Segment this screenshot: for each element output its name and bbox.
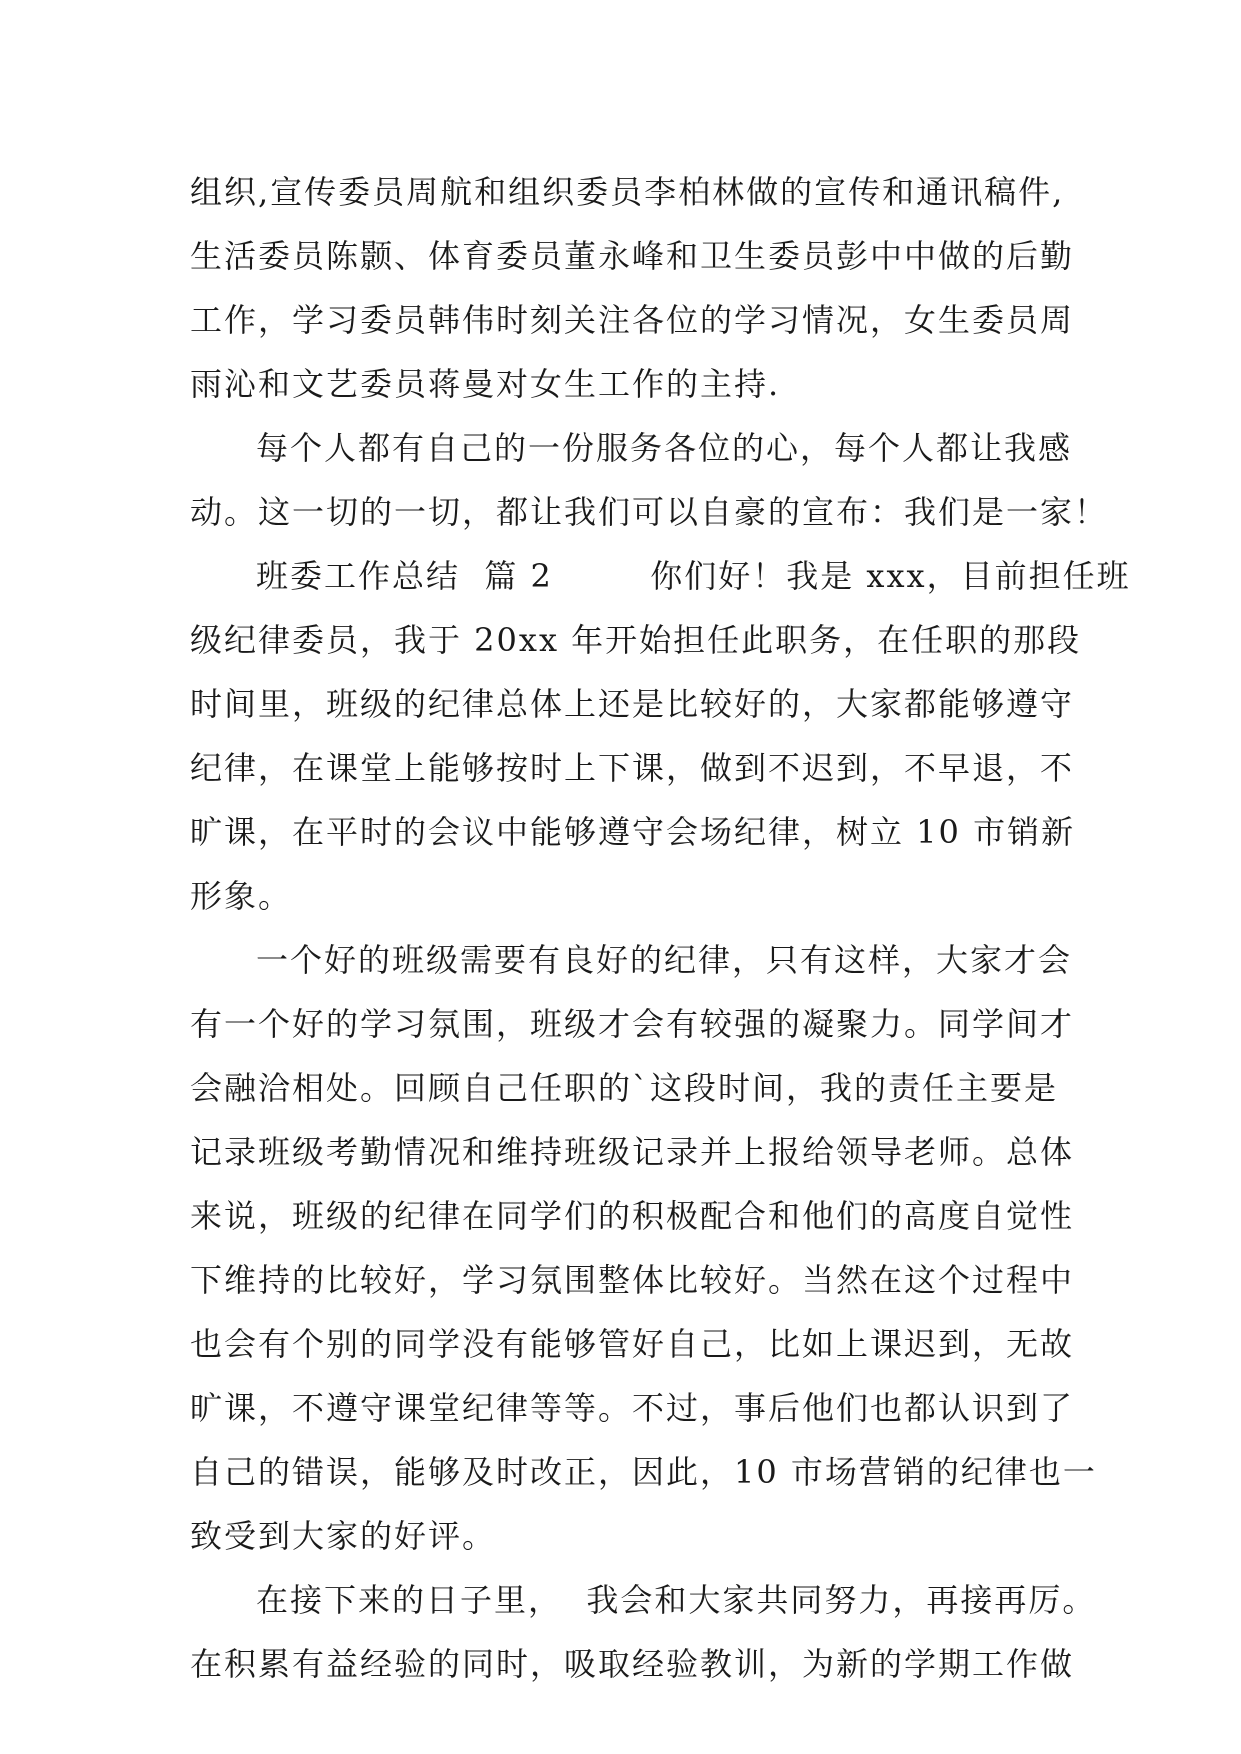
text-line: 在接下来的日子里， 我会和大家共同努力，再接再厉。 xyxy=(256,1581,1097,1619)
text-line: 动。这一切的一切，都让我们可以自豪的宣布：我们是一家！ xyxy=(190,493,1109,531)
text-line: 旷课，不遵守课堂纪律等等。不过，事后他们也都认识到了 xyxy=(190,1389,1075,1427)
text-line: 在积累有益经验的同时，吸取经验教训，为新的学期工作做 xyxy=(190,1645,1075,1683)
text-line: 自己的错误，能够及时改正，因此，10 市场营销的纪律也一 xyxy=(190,1453,1097,1491)
text-line: 每个人都有自己的一份服务各位的心，每个人都让我感 xyxy=(256,429,1073,467)
text-line: 也会有个别的同学没有能够管好自己，比如上课迟到，无故 xyxy=(190,1325,1075,1363)
document-body xyxy=(190,160,1131,1696)
section-heading-line: 班委工作总结 篇 2 你们好！我是 xxx，目前担任班 xyxy=(256,557,1131,595)
text-line: 时间里，班级的纪律总体上还是比较好的，大家都能够遵守 xyxy=(190,685,1075,723)
text-line: 形象。 xyxy=(190,877,293,915)
text-line: 会融洽相处。回顾自己任职的`这段时间，我的责任主要是 xyxy=(190,1069,1059,1107)
text-line: 组织,宣传委员周航和组织委员李柏林做的宣传和通讯稿件, xyxy=(190,173,1065,211)
text-line: 纪律，在课堂上能够按时上下课，做到不迟到，不早退，不 xyxy=(190,749,1075,787)
text-line: 记录班级考勤情况和维持班级记录并上报给领导老师。总体 xyxy=(190,1133,1075,1171)
text-line: 工作，学习委员韩伟时刻关注各位的学习情况，女生委员周 xyxy=(190,301,1075,339)
text-line: 有一个好的学习氛围，班级才会有较强的凝聚力。同学间才 xyxy=(190,1005,1075,1043)
text-line: 来说，班级的纪律在同学们的积极配合和他们的高度自觉性 xyxy=(190,1197,1075,1235)
text-line: 雨沁和文艺委员蒋曼对女生工作的主持. xyxy=(190,365,781,403)
text-line: 下维持的比较好，学习氛围整体比较好。当然在这个过程中 xyxy=(190,1261,1075,1299)
text-line: 生活委员陈颢、体育委员董永峰和卫生委员彭中中做的后勤 xyxy=(190,237,1075,275)
text-line: 一个好的班级需要有良好的纪律，只有这样，大家才会 xyxy=(256,941,1073,979)
text-line: 致受到大家的好评。 xyxy=(190,1517,497,1555)
text-line: 级纪律委员，我于 20xx 年开始担任此职务，在任职的那段 xyxy=(190,621,1082,659)
text-line: 旷课，在平时的会议中能够遵守会场纪律，树立 10 市销新 xyxy=(190,813,1076,851)
